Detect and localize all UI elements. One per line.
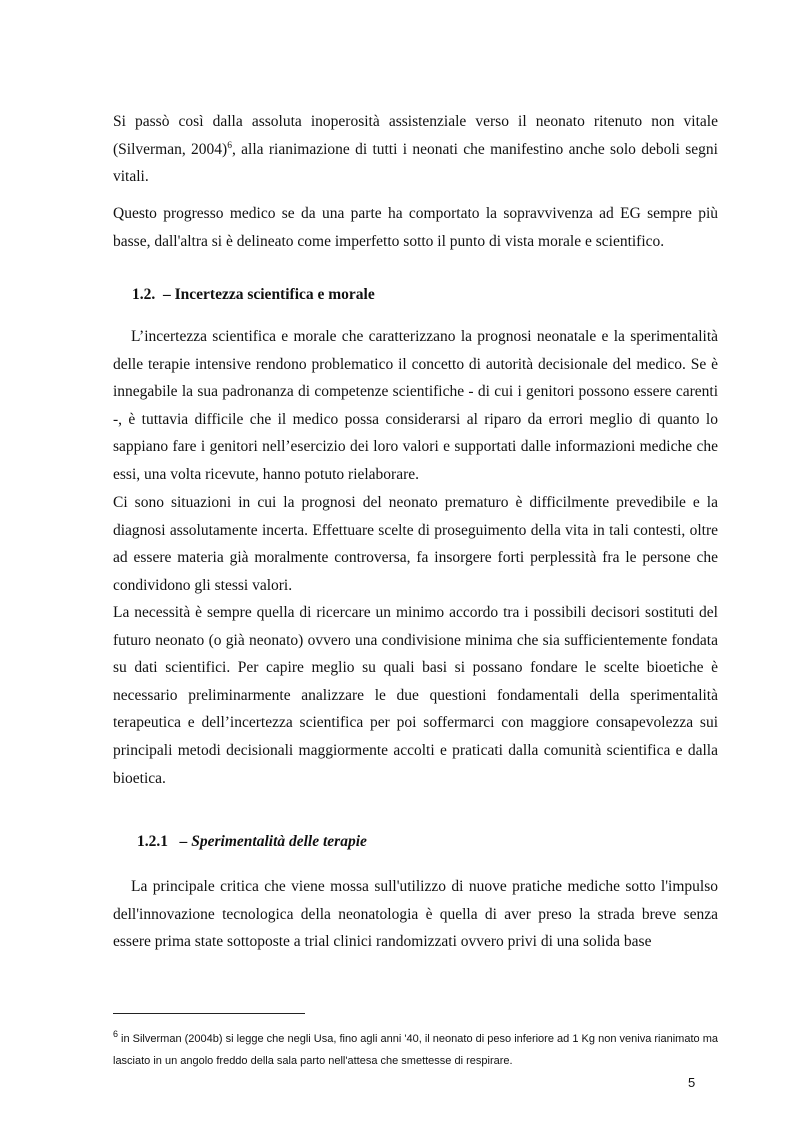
paragraph-2: Questo progresso medico se da una parte ha comportato la sopravvivenza ad EG sempre più basse, dall'altra si è delineato come imperfetto sotto il punto di vista morale e scientifico. bbox=[113, 205, 718, 250]
paragraph-3: L’incertezza scientifica e morale che caratterizzano la prognosi neonatale e la sperimentalità delle terapie intensive rendono problematico il concetto di autorità decisionale del medico. Se è innegabile la sua padronanza di competenze scientifiche - di cui i genitori possono essere carenti -, è tuttavia difficile che il medico possa considerarsi al riparo da errori meglio di quanto lo sappiano fare i genitori nell’esercizio dei loro valori e supportati dalle informazioni mediche che essi, una volta ricevute, hanno potuto rielaborare. bbox=[113, 328, 718, 483]
paragraph-5: La necessità è sempre quella di ricercare un minimo accordo tra i possibili decisori sostituti del futuro neonato (o già neonato) ovvero una condivisione minima che sia sufficientemente fondata su dati scientifici. Per capire meglio su quali basi si possano fondare le scelte bioetiche è necessario preliminarmente analizzare le due questioni fondamentali della sperimentalità terapeutica e dell’incertezza scientifica per poi soffermarci con maggiore consapevolezza sui principali metodi decisionali maggiormente accolti e praticati dalla comunità scientifica e dalla bioetica. bbox=[113, 604, 718, 787]
footnote bbox=[113, 1028, 718, 1072]
page-number: 5 bbox=[688, 1075, 696, 1090]
section-title: – Incertezza scientifica e morale bbox=[163, 286, 375, 303]
section-number: 1.2. bbox=[132, 286, 156, 303]
section-heading-1-2-1 bbox=[137, 833, 367, 851]
section-heading-1-2 bbox=[132, 286, 375, 304]
footnote-separator bbox=[113, 1013, 305, 1014]
subsection-number: 1.2.1 bbox=[137, 833, 168, 850]
footnote-text: in Silverman (2004b) si legge che negli Usa, fino agli anni '40, il neonato di peso inferiore ad 1 Kg non veniva rianimato ma lasciato in un angolo freddo della sala parto nell'attesa che smettesse di respirare. bbox=[113, 1033, 718, 1067]
paragraph-1-text-b: , alla rianimazione di tutti i neonati che manifestino anche solo deboli segni vitali. bbox=[113, 140, 718, 186]
footnote-reference[interactable]: 6 bbox=[227, 140, 232, 151]
paragraph-1-text-a: Si passò così dalla assoluta inoperosità assistenziale verso il neonato ritenuto non vitale (Silverman, 2004) bbox=[113, 113, 718, 158]
paragraph-4: Ci sono situazioni in cui la prognosi del neonato prematuro è difficilmente prevedibile e la diagnosi assolutamente incerta. Effettuare scelte di proseguimento della vita in tali contesti, oltre ad essere materia già moralmente controversa, fa insorgere forti perplessità fra le persone che condividono gli stessi valori. bbox=[113, 494, 718, 594]
paragraph-6: La principale critica che viene mossa sull'utilizzo di nuove pratiche mediche sotto l'impulso dell'innovazione tecnologica della neonatologia è quella di aver preso la strada breve senza essere prima state sottoposte a trial clinici randomizzati ovvero privi di una solida base bbox=[113, 878, 718, 951]
paragraph-1 bbox=[113, 108, 718, 191]
subsection-title: – Sperimentalità delle terapie bbox=[179, 833, 367, 850]
footnote-number: 6 bbox=[113, 1029, 119, 1040]
